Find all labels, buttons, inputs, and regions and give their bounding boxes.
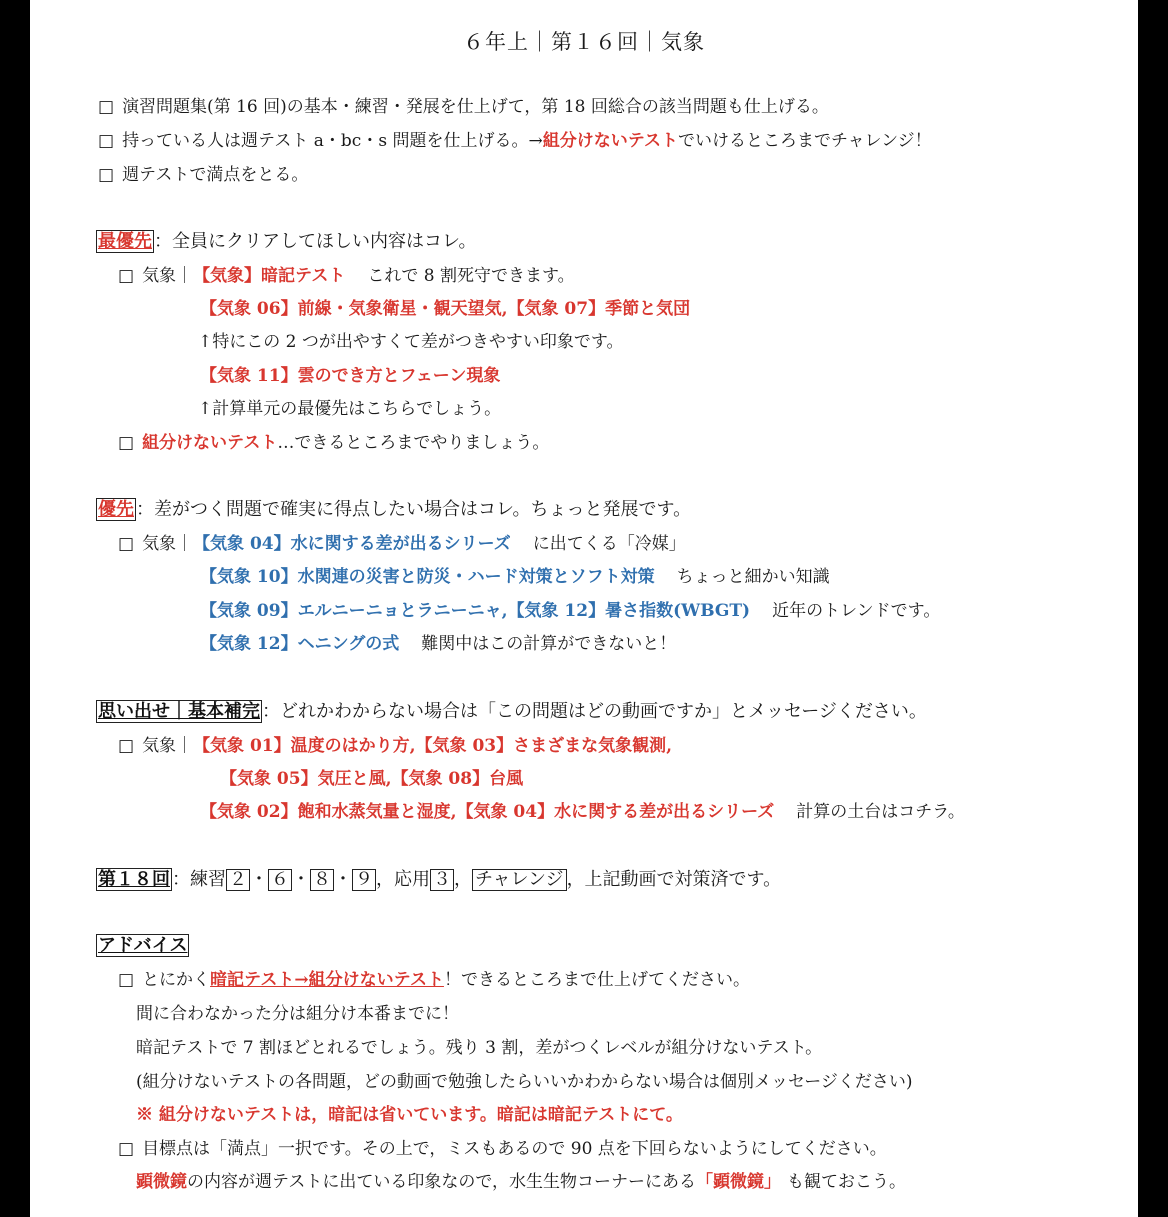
- top-priority-line-3: ↑特にこの 2 つが出やすくて差がつきやすい印象です。: [198, 332, 624, 352]
- advice-line-5: ※ 組分けないテストは，暗記は省いています。暗記は暗記テストにて。: [136, 1105, 683, 1125]
- challenge-box: チャレンジ: [472, 869, 567, 891]
- advice-line-3: 暗記テストで 7 割ほどとれるでしょう。残り 3 割，差がつくレベルが組分けないテスト。: [136, 1038, 823, 1058]
- top-priority-line-5: ↑計算単元の最優先はこちらでしょう。: [198, 399, 502, 419]
- top-priority-heading: 最優先 ：全員にクリアしてほしい内容はコレ。: [98, 231, 477, 252]
- goal-item-2: □ 持っている人は週テスト a・bc・s 問題を仕上げる。→組分けないテストでいけるところまでチャレンジ！: [98, 131, 932, 151]
- document-page: [30, 0, 1138, 1217]
- goal-item-3: □ 週テストで満点をとる。: [98, 165, 309, 185]
- top-priority-line-4: 【気象 11】雲のでき方とフェーン現象: [200, 366, 501, 386]
- advice-line-4: (組分けないテストの各問題，どの動画で勉強したらいいかわからない場合は個別メッセージください): [136, 1072, 913, 1092]
- goal-item-1: □ 演習問題集(第 16 回)の基本・練習・発展を仕上げて，第 18 回総合の該当問題も仕上げる。: [98, 97, 829, 117]
- top-priority-item-1: □ 気象｜【気象】暗記テスト これで 8 割死守できます。: [118, 266, 575, 286]
- problem-box: ９: [352, 869, 376, 891]
- checkbox-icon[interactable]: □: [118, 266, 135, 286]
- checkbox-icon[interactable]: □: [118, 970, 135, 990]
- priority-label: 優先: [98, 499, 134, 520]
- advice-item-2: □ 目標点は「満点」一択です。その上で，ミスもあるので 90 点を下回らないようにしてください。: [118, 1139, 887, 1159]
- checkbox-icon[interactable]: □: [118, 1139, 135, 1159]
- checkbox-icon[interactable]: □: [118, 534, 135, 554]
- problem-box: ８: [310, 869, 334, 891]
- review-line-3: 【気象 02】飽和水蒸気量と湿度,【気象 04】水に関する差が出るシリーズ 計算の土台はコチラ。: [200, 802, 965, 822]
- priority-line-3: 【気象 09】エルニーニョとラニーニャ,【気象 12】暑さ指数(WBGT) 近年のトレンドです。: [200, 601, 941, 621]
- problem-box: ３: [430, 869, 454, 891]
- top-priority-label: 最優先: [98, 231, 152, 252]
- advice-item-1: □ とにかく暗記テスト→組分けないテスト！できるところまで仕上げてください。: [118, 970, 750, 990]
- review-label: 思い出せ｜基本補完: [98, 701, 260, 722]
- checkbox-icon[interactable]: □: [118, 736, 135, 756]
- review-item: □ 気象｜【気象 01】温度のはかり方,【気象 03】さまざまな気象観測,: [118, 736, 673, 756]
- page-title: ６年上｜第１６回｜気象: [463, 30, 705, 54]
- review-line-2: 【気象 05】気圧と風,【気象 08】台風: [220, 769, 524, 789]
- problem-box: ２: [226, 869, 250, 891]
- top-priority-item-2: □ 組分けないテスト…できるところまでやりましょう。: [118, 433, 550, 453]
- round18-line: 第１８回 ：練習 ２ ・ ６ ・ ８ ・ ９ ，応用 ３ ， チャレンジ ，上記動画で対策済です。: [98, 869, 782, 890]
- checkbox-icon[interactable]: □: [98, 131, 115, 151]
- advice-line-2: 間に合わなかった分は組分け本番までに！: [136, 1004, 459, 1024]
- checkbox-icon[interactable]: □: [98, 97, 115, 117]
- priority-line-4: 【気象 12】ヘニングの式 難関中はこの計算ができないと！: [200, 634, 677, 654]
- priority-heading: 優先 ：差がつく問題で確実に得点したい場合はコレ。ちょっと発展です。: [98, 499, 692, 520]
- problem-box: ６: [268, 869, 292, 891]
- round18-label: 第１８回: [98, 869, 170, 890]
- highlight-text: 組分けないテスト: [542, 131, 679, 151]
- advice-label: アドバイス: [98, 935, 188, 956]
- checkbox-icon[interactable]: □: [118, 433, 135, 453]
- checkbox-icon[interactable]: □: [98, 165, 115, 185]
- advice-line-7: 顕微鏡の内容が週テストに出ている印象なので，水生生物コーナーにある「顕微鏡」 も観ておこう。: [136, 1172, 906, 1192]
- priority-line-2: 【気象 10】水関連の災害と防災・ハード対策とソフト対策 ちょっと細かい知識: [200, 567, 830, 587]
- review-heading: 思い出せ｜基本補完 ：どれかわからない場合は「この問題はどの動画ですか」とメッセージください。: [98, 701, 927, 722]
- top-priority-line-2: 【気象 06】前線・気象衛星・観天望気,【気象 07】季節と気団: [200, 299, 691, 319]
- advice-heading: [96, 935, 189, 957]
- priority-item: □ 気象｜【気象 04】水に関する差が出るシリーズ に出てくる「冷媒」: [118, 534, 686, 554]
